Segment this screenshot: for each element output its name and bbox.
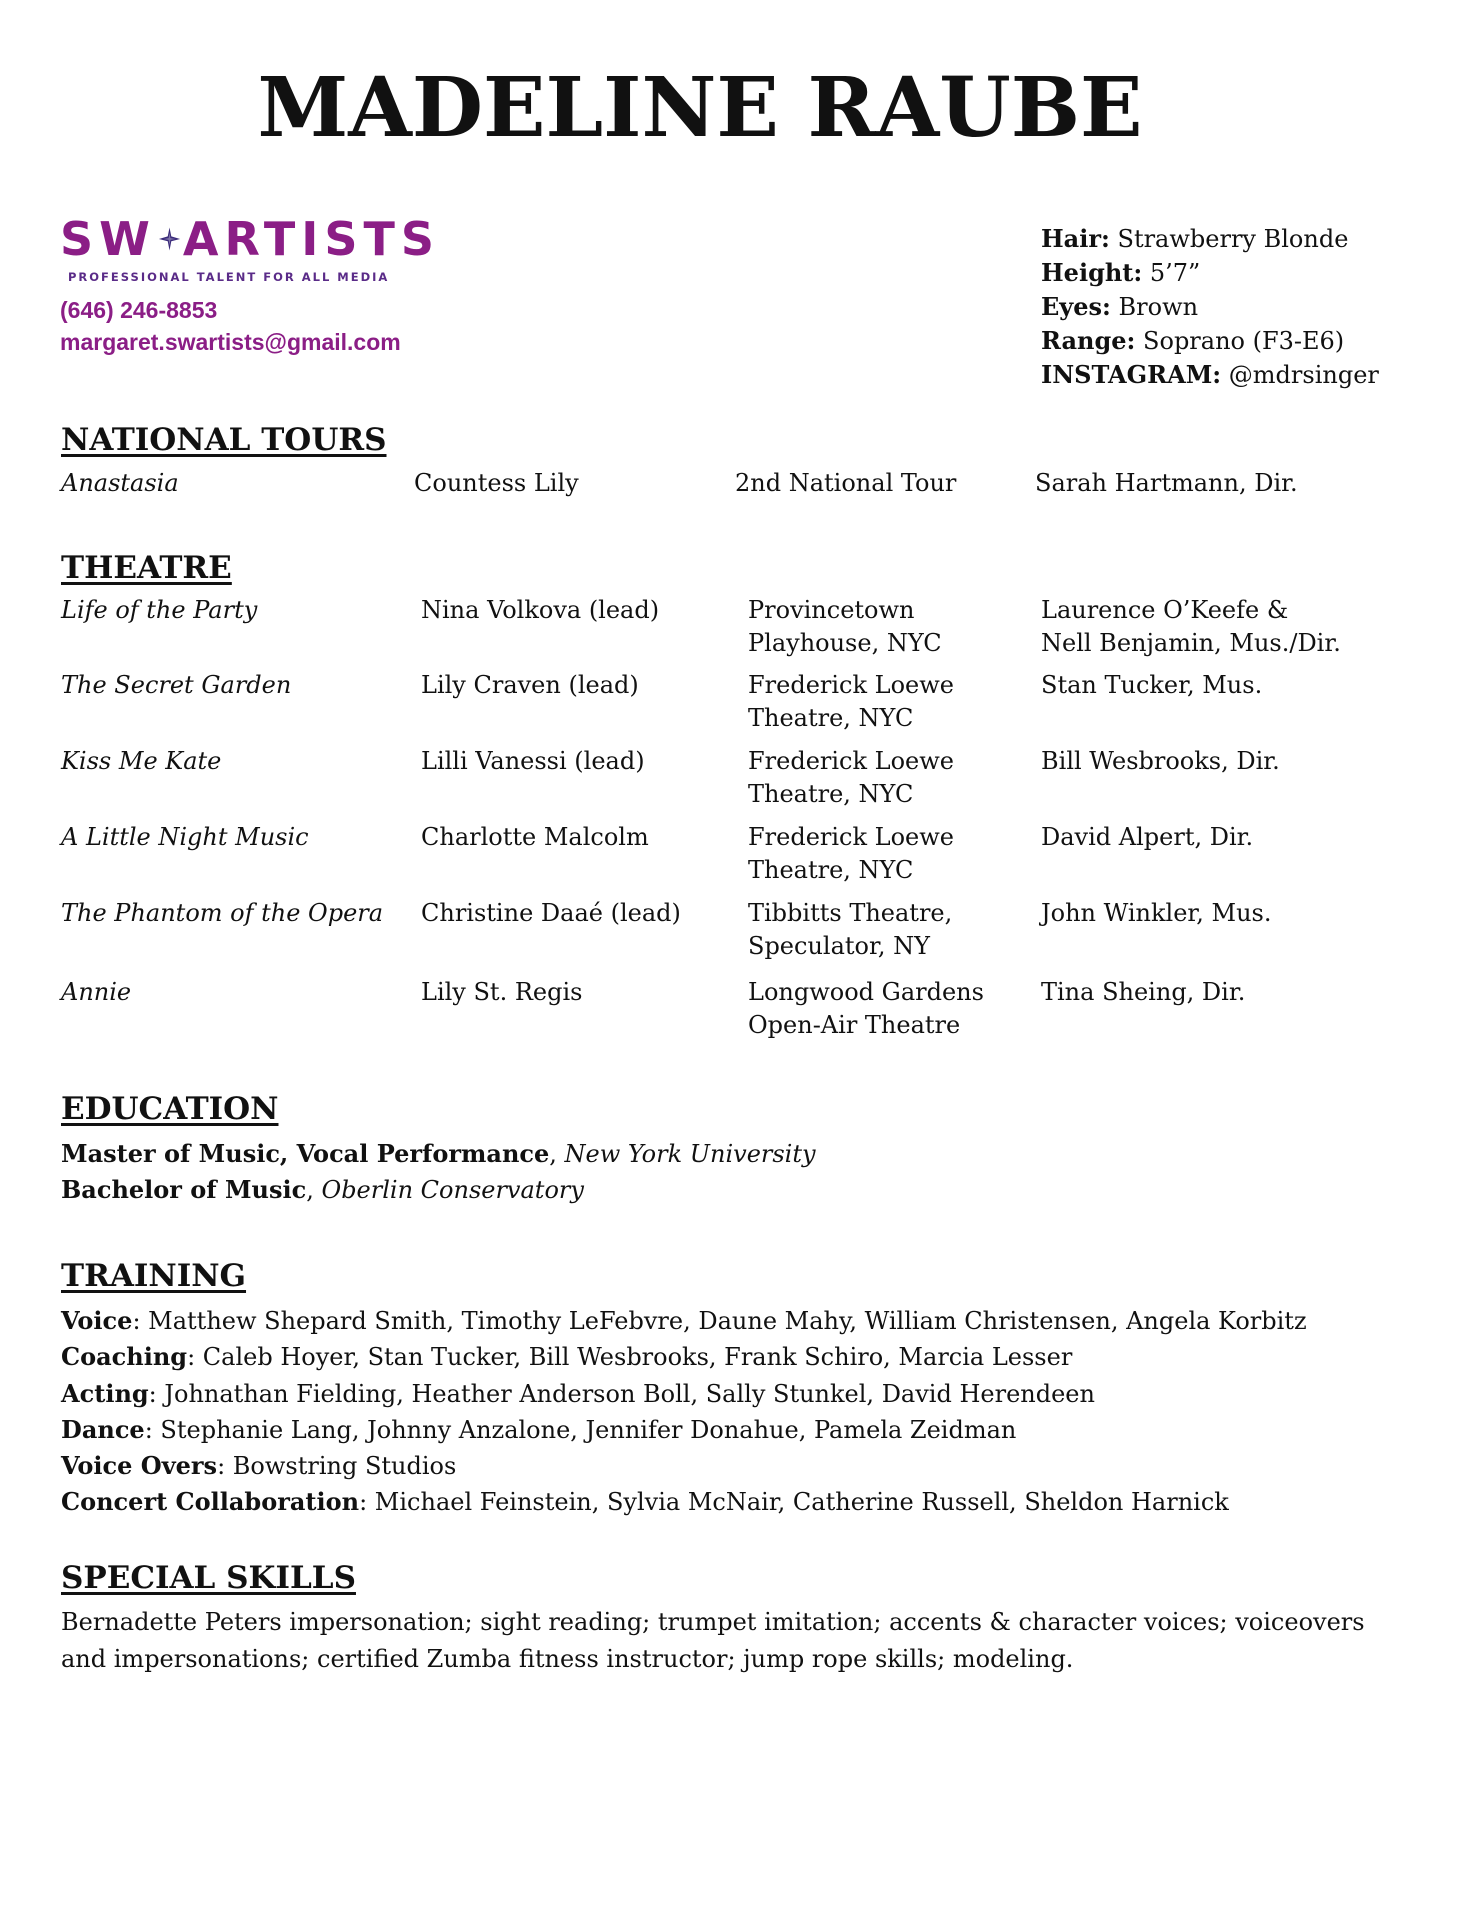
agency-logo bbox=[60, 210, 440, 268]
training-item: Voice Overs: Bowstring Studios bbox=[61, 1451, 457, 1480]
agency-block bbox=[60, 210, 440, 358]
star-icon bbox=[158, 211, 181, 267]
theatre-credit-line1: Bill Wesbrooks, Dir. bbox=[1041, 747, 1280, 775]
theatre-show: The Phantom of the Opera bbox=[61, 899, 384, 927]
theatre-venue-line1: Frederick Loewe bbox=[748, 747, 954, 775]
resume-name: MADELINE RAUBE bbox=[257, 60, 1143, 156]
agency-tagline: PROFESSIONAL TALENT FOR ALL MEDIA bbox=[68, 270, 390, 284]
tour-venue: 2nd National Tour bbox=[735, 469, 957, 497]
training-item: Acting: Johnathan Fielding, Heather Anderson Boll, Sally Stunkel, David Herendeen bbox=[61, 1379, 1095, 1408]
theatre-role: Christine Daaé (lead) bbox=[421, 899, 681, 927]
stat-range: Range: Soprano (F3-E6) bbox=[1041, 326, 1345, 355]
theatre-credit-line1: Tina Sheing, Dir. bbox=[1041, 978, 1246, 1006]
stat-eyes: Eyes: Brown bbox=[1041, 292, 1199, 321]
agency-phone: (646) 246-8853 bbox=[60, 297, 218, 323]
theatre-venue-line2: Theatre, NYC bbox=[748, 780, 914, 808]
logo-text-left: SW bbox=[60, 212, 156, 266]
tour-show: Anastasia bbox=[61, 469, 179, 497]
education-item: Master of Music, Vocal Performance, New York University bbox=[61, 1139, 816, 1168]
theatre-credit-line1: Laurence O’Keefe & bbox=[1041, 596, 1289, 624]
theatre-show: Life of the Party bbox=[61, 596, 258, 624]
theatre-venue-line1: Provincetown bbox=[748, 596, 915, 624]
agency-email: margaret.swartists@gmail.com bbox=[60, 329, 401, 355]
national-tours-heading: NATIONAL TOURS bbox=[61, 422, 387, 458]
theatre-venue-line1: Frederick Loewe bbox=[748, 671, 954, 699]
stat-hair: Hair: Strawberry Blonde bbox=[1041, 224, 1349, 253]
training-item: Coaching: Caleb Hoyer, Stan Tucker, Bill Wesbrooks, Frank Schiro, Marcia Lesser bbox=[61, 1342, 1073, 1371]
training-item: Concert Collaboration: Michael Feinstein, Sylvia McNair, Catherine Russell, Sheldon Harnick bbox=[61, 1487, 1229, 1516]
education-item: Bachelor of Music, Oberlin Conservatory bbox=[61, 1175, 584, 1204]
theatre-role: Lily Craven (lead) bbox=[421, 671, 639, 699]
theatre-venue-line2: Theatre, NYC bbox=[748, 704, 914, 732]
theatre-venue-line2: Open-Air Theatre bbox=[748, 1011, 961, 1039]
theatre-show: Annie bbox=[61, 978, 132, 1006]
theatre-show: The Secret Garden bbox=[61, 671, 292, 699]
theatre-show: Kiss Me Kate bbox=[61, 747, 222, 775]
theatre-show: A Little Night Music bbox=[61, 823, 309, 851]
education-heading: EDUCATION bbox=[61, 1091, 279, 1127]
special-skills-text: Bernadette Peters impersonation; sight reading; trumpet imitation; accents & character voices; voiceovers and impersonations; certified Zumba fitness instructor; jump rope skills; modeling. bbox=[61, 1608, 1365, 1673]
physical-stats bbox=[1041, 222, 1379, 392]
theatre-venue-line1: Frederick Loewe bbox=[748, 823, 954, 851]
stat-height: Height: 5’7” bbox=[1041, 258, 1201, 287]
tour-credit: Sarah Hartmann, Dir. bbox=[1035, 469, 1298, 497]
special-skills-heading: SPECIAL SKILLS bbox=[61, 1560, 356, 1596]
theatre-heading: THEATRE bbox=[61, 550, 232, 586]
theatre-role: Lilli Vanessi (lead) bbox=[421, 747, 645, 775]
training-heading: TRAINING bbox=[61, 1258, 247, 1294]
training-item: Dance: Stephanie Lang, Johnny Anzalone, Jennifer Donahue, Pamela Zeidman bbox=[61, 1415, 1017, 1444]
theatre-role: Charlotte Malcolm bbox=[421, 823, 649, 851]
theatre-venue-line2: Speculator, NY bbox=[748, 932, 930, 960]
theatre-role: Nina Volkova (lead) bbox=[421, 596, 660, 624]
theatre-credit-line1: Stan Tucker, Mus. bbox=[1041, 671, 1263, 699]
training-item: Voice: Matthew Shepard Smith, Timothy LeFebvre, Daune Mahy, William Christensen, Angela Korbitz bbox=[61, 1306, 1307, 1335]
theatre-credit-line1: John Winkler, Mus. bbox=[1041, 899, 1272, 927]
theatre-venue-line2: Playhouse, NYC bbox=[748, 629, 942, 657]
theatre-venue-line1: Longwood Gardens bbox=[748, 978, 984, 1006]
theatre-venue-line2: Theatre, NYC bbox=[748, 856, 914, 884]
logo-text-right: ARTISTS bbox=[182, 212, 440, 266]
stat-instagram: INSTAGRAM: @mdrsinger bbox=[1041, 360, 1379, 389]
theatre-venue-line1: Tibbitts Theatre, bbox=[748, 899, 953, 927]
theatre-role: Lily St. Regis bbox=[421, 978, 583, 1006]
theatre-credit-line2: Nell Benjamin, Mus./Dir. bbox=[1041, 629, 1341, 657]
tour-role: Countess Lily bbox=[414, 469, 579, 497]
theatre-credit-line1: David Alpert, Dir. bbox=[1041, 823, 1254, 851]
